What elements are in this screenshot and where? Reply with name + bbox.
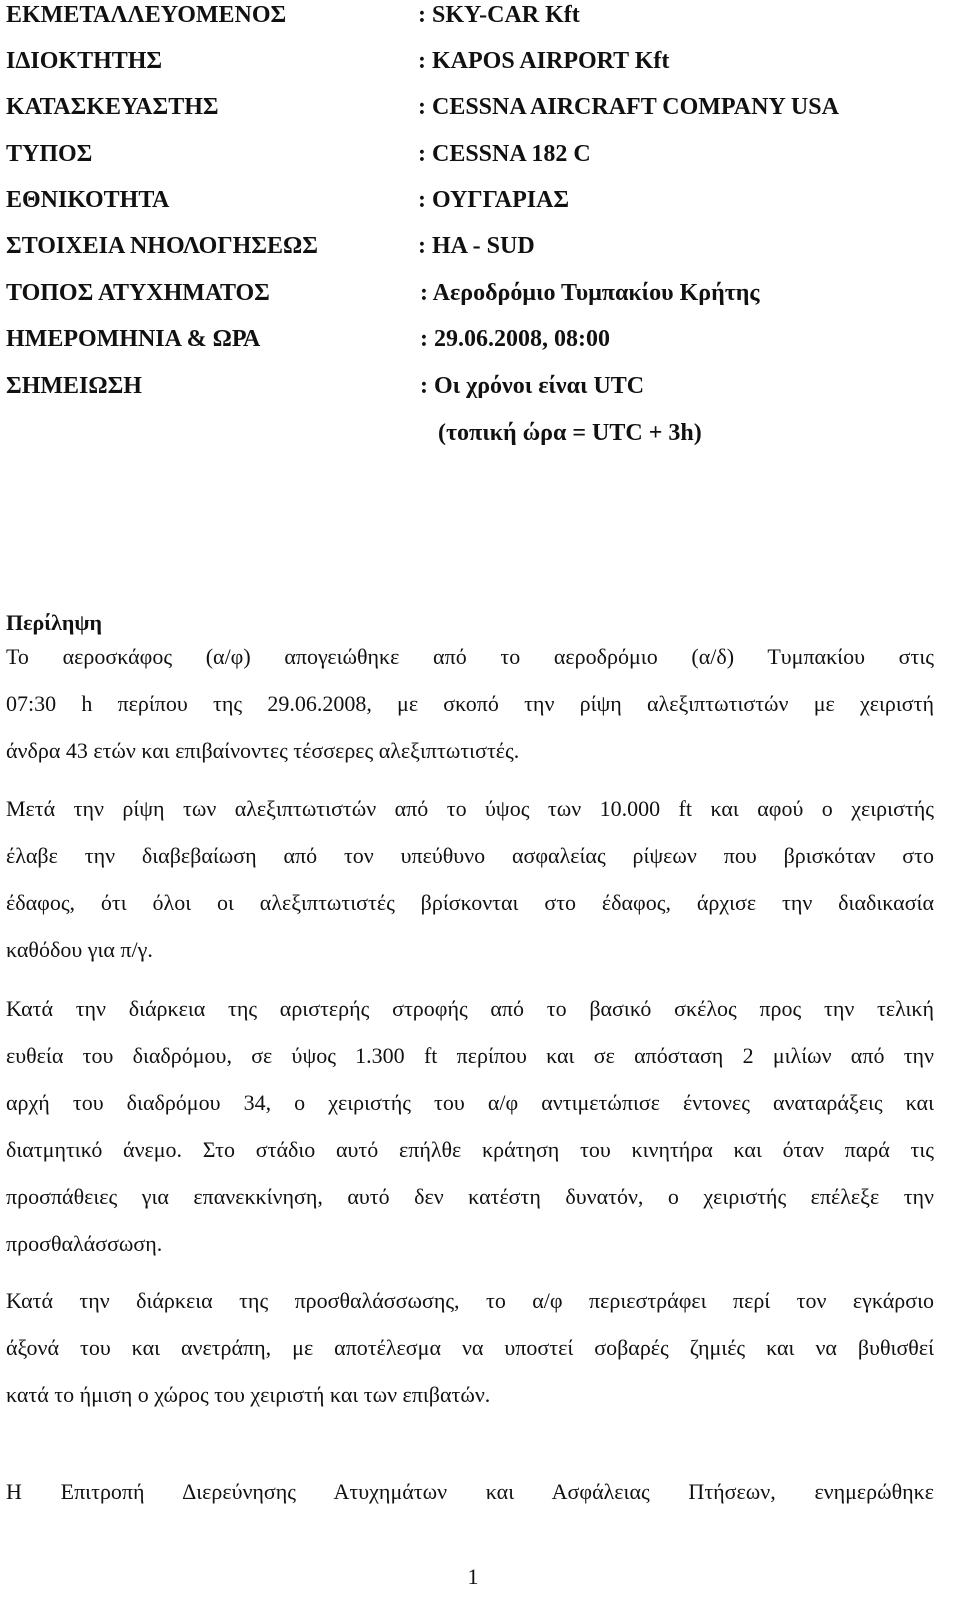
text-line: κατά το ήμιση ο χώρος του χειριστή και των επιβατών.	[6, 1382, 491, 1407]
info-value: : CESSNA 182 C	[418, 141, 591, 167]
text-line: ευθεία του διαδρόμου, σε ύψος 1.300 ft περίπου και σε απόσταση 2 μιλίων από την	[6, 1043, 934, 1068]
summary-paragraph-3	[6, 985, 934, 1267]
info-row-note	[6, 371, 946, 401]
info-label: ΤΟΠΟΣ ΑΤΥΧΗΜΑΤΟΣ	[6, 280, 270, 306]
info-row-owner	[6, 46, 946, 76]
text-line: Κατά την διάρκεια της αριστερής στροφής από το βασικό σκέλος προς την τελική	[6, 996, 934, 1021]
text-line: έδαφος, ότι όλοι οι αλεξιπτωτιστές βρίσκονται στο έδαφος, άρχισε την διαδικασία	[6, 890, 934, 915]
info-label: ΣΤΟΙΧΕΙΑ ΝΗΟΛΟΓΗΣΕΩΣ	[6, 233, 318, 259]
summary-paragraph-1	[6, 633, 934, 774]
info-value: : 29.06.2008, 08:00	[420, 326, 610, 352]
info-value: (τοπική ώρα = UTC + 3h)	[438, 420, 702, 446]
info-label: ΕΘΝΙΚΟΤΗΤΑ	[6, 187, 170, 213]
info-label: ΚΑΤΑΣΚΕΥΑΣΤΗΣ	[6, 94, 219, 120]
info-value: : Αεροδρόμιο Τυμπακίου Κρήτης	[420, 280, 760, 306]
info-value: : SKY-CAR Kft	[418, 2, 580, 28]
info-row-note-continued	[6, 418, 946, 448]
summary-heading: Περίληψη	[6, 610, 103, 635]
text-line: άνδρα 43 ετών και επιβαίνοντες τέσσερες αλεξιπτωτιστές.	[6, 738, 520, 763]
summary-paragraph-2	[6, 785, 934, 973]
page-number: 1	[467, 1564, 479, 1589]
text-line: Κατά την διάρκεια της προσθαλάσσωσης, το α/φ περιεστράφει περί τον εγκάρσιο	[6, 1288, 934, 1313]
summary-paragraph-5	[6, 1468, 934, 1515]
text-line: αρχή του διαδρόμου 34, ο χειριστής του α/φ αντιμετώπισε έντονες αναταράξεις και	[6, 1090, 934, 1115]
info-label: ΙΔΙΟΚΤΗΤΗΣ	[6, 48, 163, 74]
info-row-manufacturer	[6, 92, 946, 122]
info-row-nationality	[6, 185, 946, 215]
info-label: ΤΥΠΟΣ	[6, 141, 93, 167]
info-row-location	[6, 278, 946, 308]
info-label: ΕΚΜΕΤΑΛΛΕΥΟΜΕΝΟΣ	[6, 2, 287, 28]
info-value: : HA - SUD	[418, 233, 535, 259]
text-line: Η Επιτροπή Διερεύνησης Ατυχημάτων και Ασφάλειας Πτήσεων, ενημερώθηκε	[6, 1479, 934, 1504]
info-label: ΣΗΜΕΙΩΣΗ	[6, 373, 142, 399]
text-line: Το αεροσκάφος (α/φ) απογειώθηκε από το αεροδρόμιο (α/δ) Τυμπακίου στις	[6, 644, 934, 669]
info-row-type	[6, 139, 946, 169]
info-value: : ΟΥΓΓΑΡΙΑΣ	[418, 187, 570, 213]
info-row-date-time	[6, 324, 946, 354]
info-value: : CESSNA AIRCRAFT COMPANY USA	[418, 94, 839, 120]
text-line: άξονά του και ανετράπη, με αποτέλεσμα να υποστεί σοβαρές ζημιές και να βυθισθεί	[6, 1335, 934, 1360]
info-label: ΗΜΕΡΟΜΗΝΙΑ & ΩΡΑ	[6, 326, 261, 352]
info-value: : KAPOS AIRPORT Kft	[418, 48, 670, 74]
text-line: προσπάθειες για επανεκκίνηση, αυτό δεν κατέστη δυνατόν, ο χειριστής επέλεξε την	[6, 1184, 934, 1209]
text-line: 07:30 h περίπου της 29.06.2008, με σκοπό την ρίψη αλεξιπτωτιστών με χειριστή	[6, 691, 934, 716]
info-row-registration	[6, 231, 946, 261]
text-line: έλαβε την διαβεβαίωση από τον υπεύθυνο ασφαλείας ρίψεων που βρισκόταν στο	[6, 843, 934, 868]
info-row-operator	[6, 0, 946, 30]
summary-paragraph-4	[6, 1277, 934, 1418]
text-line: προσθαλάσσωση.	[6, 1231, 163, 1256]
text-line: καθόδου για π/γ.	[6, 937, 153, 962]
info-value: : Οι χρόνοι είναι UTC	[420, 373, 645, 399]
text-line: διατμητικό άνεμο. Στο στάδιο αυτό επήλθε κράτηση του κινητήρα και όταν παρά τις	[6, 1137, 934, 1162]
text-line: Μετά την ρίψη των αλεξιπτωτιστών από το ύψος των 10.000 ft και αφού ο χειριστής	[6, 796, 934, 821]
